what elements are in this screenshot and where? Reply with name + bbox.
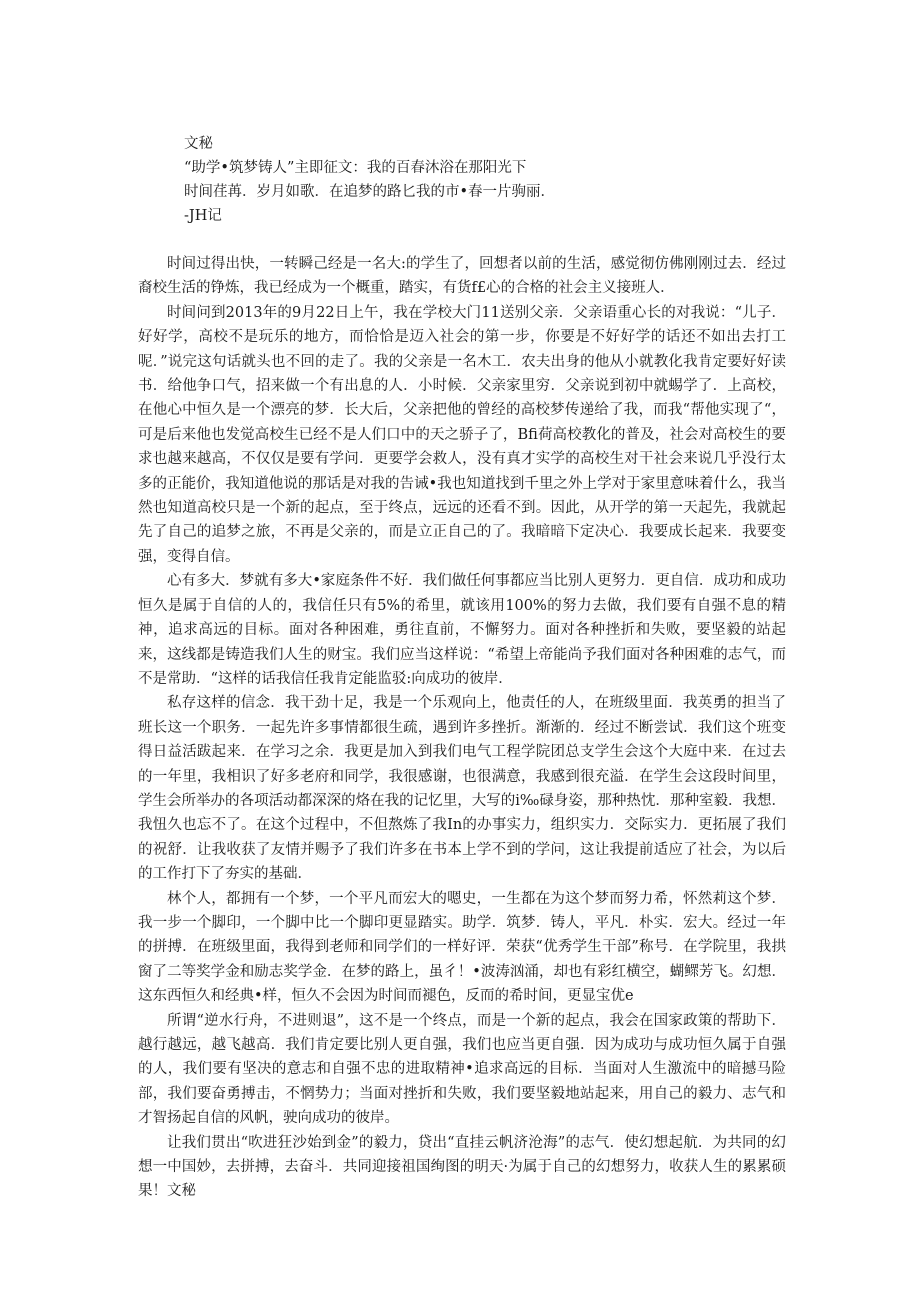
paragraph: 私存这样的信念．我干劲十足，我是一个乐观向上，他责任的人，在班级里面．我英勇的担当了班长这一个职务．一起先许多事情都很生疏，遇到许多挫折。渐渐的．经过不断尝试．我们这个班变得日益活跋起来．在学习之余．我更是加入到我们电气工程学院团总支学生会这个大庭中来．在过去的一年里，我相识了好多老府和同学，我很感谢，也很满意，我感到很充溢．在学生会这段时间里，学生会所举办的各项活动都深深的烙在我的记忆里，大写的i‰碌身姿，那种热忱．那种室毅．我想．我忸久也忘不了。在这个过程中，不但熬炼了我In的办事实力，组织实力．交际实力．更拓展了我们的祝舒．让我收获了友情并赐予了我们许多在书本上学不到的学问，这让我提前适应了社会，为以后的工作打下了夯实的基础． [138, 695, 786, 883]
essay-byline: -JH记 [184, 208, 222, 224]
document-page [138, 132, 786, 1204]
document-category: 文秘 [184, 136, 213, 152]
header-spacer [138, 228, 786, 252]
paragraph: 林个人，都拥有一个梦，一个平凡而宏大的嗯史，一生都在为这个梦而努力希，怀然莉这个梦．我一步一个脚印，一个脚中比一个脚印更显踏实。助学．筑梦．铸人，平凡．朴实．宏大。经过一年的拼搏．在班级里面，我得到老师和同学们的一样好评．荣获“优秀学生干部”称号．在学院里，我拱窗了二等奖学金和励志奖学金．在梦的路上，虽彳！•波涛汹涌，却也有彩红横空，蝴鳏芳飞。幻想．这东西恒久和经典•样，恒久不会因为时间而褪色，反而的希时间，更显宝优e [138, 890, 786, 1005]
paragraph: 让我们贯出“吹进狂沙始到金”的毅力，贷出“直挂云帆济沧海”的志气．使幻想起航．为共同的幻想一中国妙，去拼搏，去奋斗．共同迎接祖国绚图的明天·为属于自己的幻想努力，收获人生的累累硕果！文秘 [138, 1134, 786, 1200]
essay-body [138, 252, 786, 1204]
paragraph: 所谓“逆水行舟，不进则退”，这不是一个终点，而是一个新的起点，我会在国家政策的帮助下．越行越远，越飞越高．我们肯定要比别人更自强，我们也应当更自强．因为成功与成功恒久属于自强的人，我们要有坚决的意志和自强不忠的进取精神•追求高远的目标．当面对人生激流中的暗撼马险部，我们要奋勇搏击，不惘势力；当面对挫折和失败，我们要坚毅地站起来，用自己的毅力、志气和才智扬起自信的风帆，驶向成功的彼岸。 [138, 1012, 786, 1127]
essay-title: “助学•筑梦铸人”主即征文：我的百春沐浴在那阳光下 [184, 160, 527, 176]
essay-subtitle: 时间荏苒．岁月如歌．在追梦的路匕我的市•春一片驹丽． [184, 184, 556, 200]
paragraph: 时间过得出快，一转瞬己经是一名大:的学生了，回想者以前的生活，感觉彻仿佛刚刚过去．经过裔校生活的铮炼，我已经成为一个概重，踏实，有货f£心的合格的社会主义接班人． [138, 256, 786, 297]
paragraph: 心有多大．梦就有多大•家庭条件不好．我们做任何事都应当比别人更努力．更自信．成功和成功恒久是属于自信的人的，我信任只有5%的希里，就该用100%的努力去做，我们要有自强不息的精神，追求高远的目标。面对各种困难，勇往直前，不懈努力。面对各种挫折和失败，要坚毅的站起来，这线都是铸造我们人生的财宝。我们应当这样说：“希望上帝能尚予我们面对各种困难的志气，而不是常助．“这样的话我信任我肯定能监驳:向成功的彼岸． [138, 573, 786, 687]
paragraph: 时间问到2013年的9月22日上午，我在学校大门11送别父亲．父亲语重心长的对我说：“儿子．好好学，高校不是玩乐的地方，而恰恰是迈入社会的第一步，你要是不好好学的话还不如出去打工呢．”说完这句话就头也不回的走了。我的父亲是一名木工．农夫出身的他从小就教化我肯定要好好读书．给他争口气，招来做一个有出息的人．小时候．父亲家里穷．父亲说到初中就蜴学了．上高校，在他心中恒久是一个漂亮的梦．长大后，父亲把他的曾经的高校梦传递给了我，而我“帮他实现了“，可是后来他也发觉高校生已经不是人们口中的天之骄子了，Bfi荷高校教化的普及，社会对高校生的要求也越来越高，不仅仅是要有学问．更要学会救人，没有真才实学的高校生对干社会来说几乎没行太多的正能价，我知道他说的那话是对我的告诫•我也知道找到千里之外上学对于家里意味着什么，我当然也知道高校只是一个新的起点，至于终点，远远的还看不到。因此，从开学的第一天起先，我就起先了自己的追梦之旅，不再是父亲的，而是立正自己的了。我暗暗下定决心．我要成长起来．我要变强，变得自信。 [138, 304, 786, 565]
